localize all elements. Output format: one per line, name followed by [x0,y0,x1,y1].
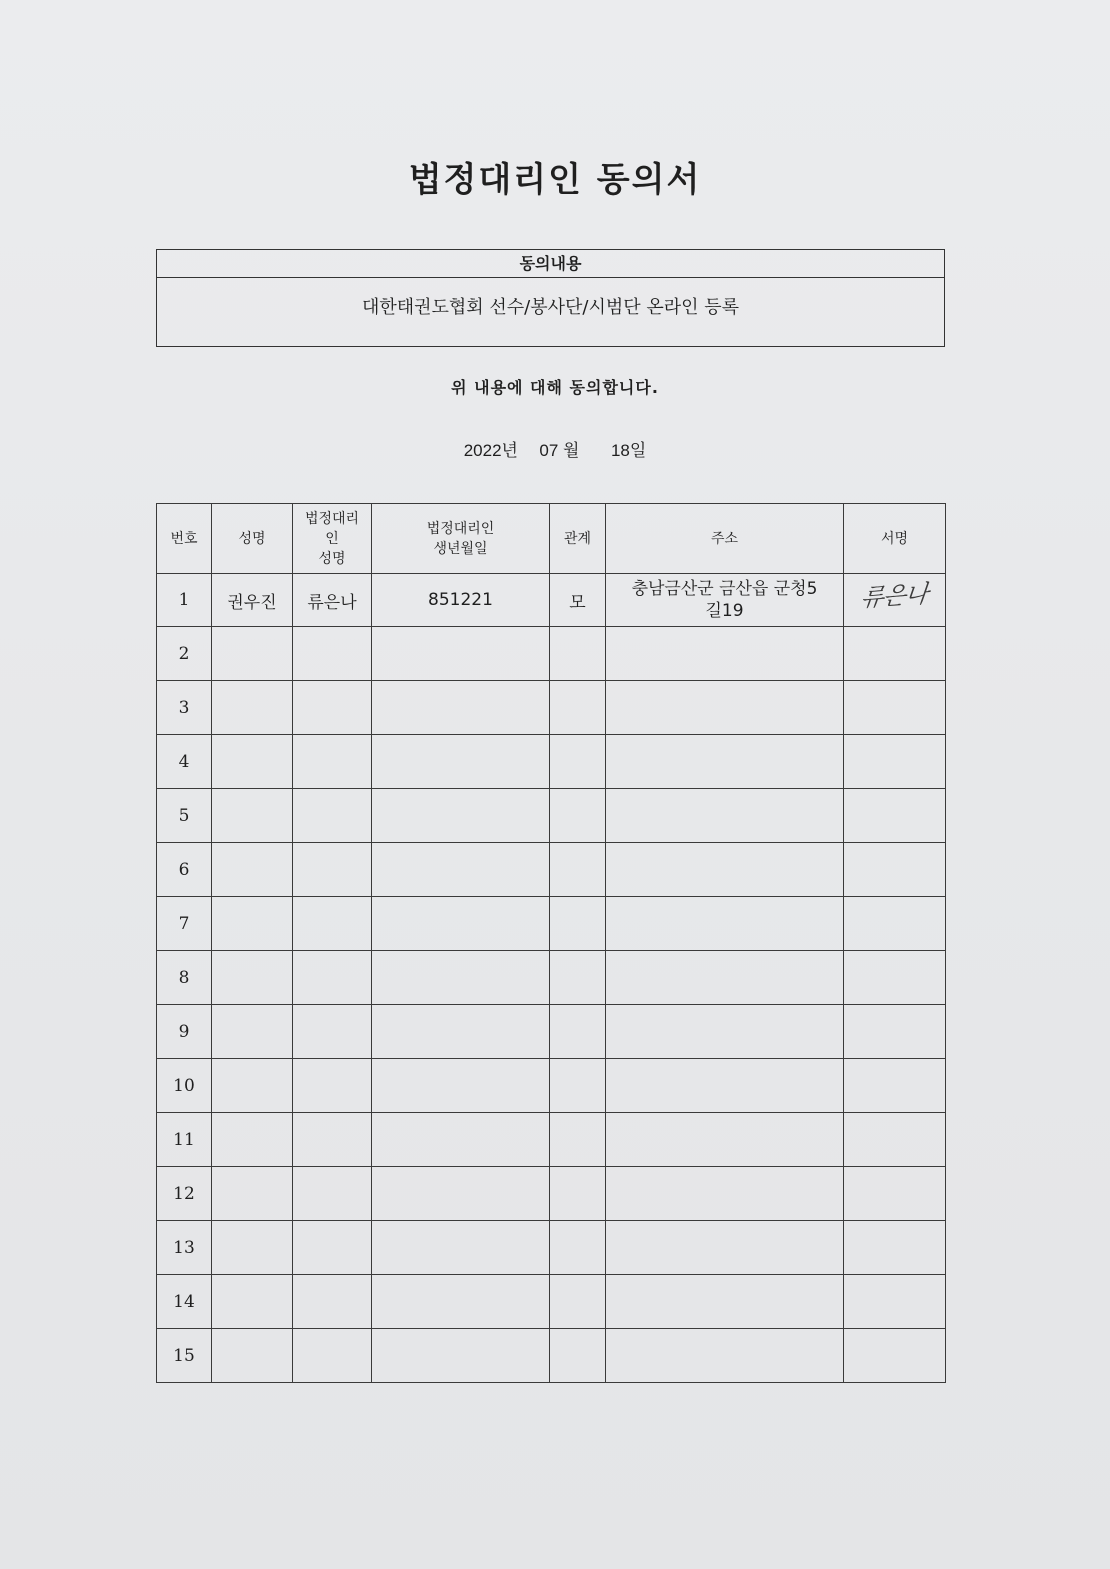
consent-box [156,249,945,347]
cell-name [212,1113,293,1167]
cell-signature [844,1167,946,1221]
cell-name [212,735,293,789]
cell-guardian-birth [372,1113,550,1167]
cell-relation [550,1275,606,1329]
cell-signature [844,1329,946,1383]
cell-address [606,1329,844,1383]
col-header-guardian-birth: 법정대리인 생년월일 [372,504,550,574]
table-row [157,789,946,843]
cell-guardian-birth [372,627,550,681]
cell-guardian-name [293,1221,372,1275]
handwritten-signature: 류은나 [859,579,929,613]
table-row [157,735,946,789]
cell-guardian-birth [372,789,550,843]
table-row [157,1005,946,1059]
cell-relation [550,1059,606,1113]
cell-name [212,897,293,951]
cell-guardian-name [293,1329,372,1383]
cell-address [606,1059,844,1113]
cell-signature [844,574,946,627]
cell-number: 10 [157,1059,212,1113]
table-row [157,843,946,897]
cell-guardian-name [293,843,372,897]
cell-number: 8 [157,951,212,1005]
cell-guardian-name [293,1275,372,1329]
cell-address [606,681,844,735]
cell-signature [844,951,946,1005]
table-row [157,951,946,1005]
cell-guardian-name [293,1113,372,1167]
cell-address [606,843,844,897]
date-line [0,436,1110,461]
cell-signature [844,681,946,735]
cell-name [212,1221,293,1275]
table-header-row [157,504,946,574]
cell-address [606,897,844,951]
cell-guardian-name [293,789,372,843]
table-row [157,897,946,951]
cell-number: 3 [157,681,212,735]
cell-signature [844,789,946,843]
cell-guardian-birth [372,951,550,1005]
cell-name [212,1275,293,1329]
cell-guardian-birth [372,681,550,735]
cell-guardian-name [293,735,372,789]
cell-address [606,1005,844,1059]
cell-guardian-name [293,1059,372,1113]
cell-address [606,951,844,1005]
cell-guardian-birth [372,897,550,951]
cell-signature [844,735,946,789]
cell-guardian-birth [372,1221,550,1275]
col-header-guardian-name: 법정대리 인 성명 [293,504,372,574]
cell-guardian-birth [372,735,550,789]
table-row [157,627,946,681]
cell-number: 9 [157,1005,212,1059]
cell-relation [550,789,606,843]
cell-signature [844,1221,946,1275]
cell-address [606,627,844,681]
cell-relation [550,627,606,681]
cell-guardian-name [293,627,372,681]
cell-number: 1 [157,574,212,627]
table-row [157,1221,946,1275]
col-header-number: 번호 [157,504,212,574]
table-row [157,1167,946,1221]
cell-address [606,1167,844,1221]
col-header-relation: 관계 [550,504,606,574]
cell-name [212,789,293,843]
cell-guardian-name [293,951,372,1005]
cell-address [606,789,844,843]
table-row [157,681,946,735]
cell-guardian-birth [372,1275,550,1329]
cell-guardian-birth [372,1329,550,1383]
consent-content: 대한태권도협회 선수/봉사단/시범단 온라인 등록 [361,297,740,318]
cell-number: 14 [157,1275,212,1329]
cell-name [212,627,293,681]
cell-name [212,681,293,735]
cell-relation [550,1167,606,1221]
cell-guardian-name: 류은나 [293,574,372,627]
cell-signature [844,1275,946,1329]
cell-relation [550,951,606,1005]
date-year: 2022년 [463,441,518,460]
cell-address [606,735,844,789]
date-day: 18일 [610,441,647,460]
cell-relation: 모 [550,574,606,627]
cell-address [606,1221,844,1275]
cell-relation [550,1329,606,1383]
cell-relation [550,843,606,897]
page-title: 법정대리인 동의서 [408,160,702,200]
cell-relation [550,681,606,735]
cell-number: 2 [157,627,212,681]
table-row [157,1329,946,1383]
cell-guardian-birth: 851221 [372,574,550,627]
cell-guardian-name [293,1167,372,1221]
cell-guardian-birth [372,1005,550,1059]
cell-signature [844,1059,946,1113]
cell-signature [844,627,946,681]
cell-relation [550,897,606,951]
cell-name: 권우진 [212,574,293,627]
cell-name [212,1059,293,1113]
cell-relation [550,735,606,789]
col-header-address: 주소 [606,504,844,574]
table-row [157,574,946,627]
cell-guardian-name [293,1005,372,1059]
cell-address [606,1275,844,1329]
cell-number: 6 [157,843,212,897]
cell-number: 13 [157,1221,212,1275]
cell-signature [844,1005,946,1059]
cell-name [212,951,293,1005]
table-row [157,1113,946,1167]
guardian-table [156,503,946,1383]
cell-number: 11 [157,1113,212,1167]
table-row [157,1059,946,1113]
cell-relation [550,1005,606,1059]
cell-signature [844,843,946,897]
agreement-statement: 위 내용에 대해 동의합니다. [451,378,659,397]
table-body [157,574,946,1383]
cell-relation [550,1221,606,1275]
cell-name [212,843,293,897]
col-header-signature: 서명 [844,504,946,574]
cell-number: 5 [157,789,212,843]
consent-header: 동의내용 [157,250,944,278]
cell-guardian-birth [372,843,550,897]
cell-number: 4 [157,735,212,789]
col-header-name: 성명 [212,504,293,574]
cell-name [212,1329,293,1383]
cell-name [212,1005,293,1059]
cell-guardian-name [293,897,372,951]
cell-signature [844,1113,946,1167]
cell-relation [550,1113,606,1167]
cell-number: 12 [157,1167,212,1221]
cell-number: 7 [157,897,212,951]
cell-guardian-birth [372,1059,550,1113]
cell-guardian-birth [372,1167,550,1221]
cell-address: 충남금산군 금산읍 군청5 길19 [606,574,844,627]
cell-signature [844,897,946,951]
cell-guardian-name [293,681,372,735]
date-month: 07 월 [539,441,580,460]
cell-address [606,1113,844,1167]
table-row [157,1275,946,1329]
cell-number: 15 [157,1329,212,1383]
cell-name [212,1167,293,1221]
